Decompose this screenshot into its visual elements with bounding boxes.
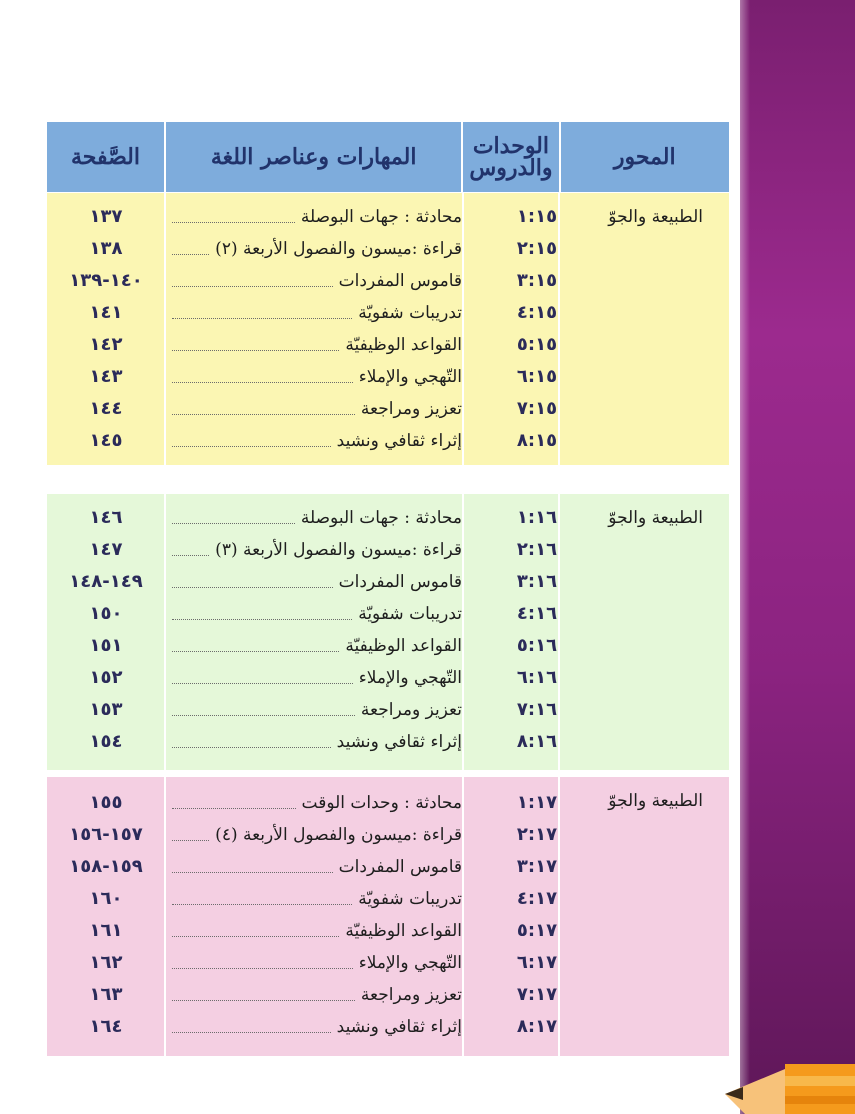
page-number: ١٥٠ <box>89 603 123 624</box>
table-row <box>47 534 729 566</box>
table-row <box>47 598 729 630</box>
table-row <box>47 819 729 851</box>
leader-dots <box>172 318 352 319</box>
page-number: ١٤٧ <box>89 539 123 560</box>
skill-title: تدريبات شفويّة <box>358 303 462 323</box>
unit-number: ١:١٧ <box>516 792 558 813</box>
skill-title: إثراء ثقافي ونشيد <box>336 1017 462 1037</box>
leader-dots <box>172 382 353 383</box>
unit-number: ٤:١٦ <box>516 603 558 624</box>
skill-title: قراءة :ميسون والفصول الأربعة (٢) <box>215 239 462 259</box>
skill-title: تدريبات شفويّة <box>358 604 462 624</box>
skill-entry <box>172 662 462 694</box>
skill-entry <box>172 329 462 361</box>
table-row <box>47 787 729 819</box>
page-number: ١٤٦ <box>89 507 123 528</box>
page-number: ١٤٢ <box>89 334 123 355</box>
unit-number: ٧:١٦ <box>516 699 558 720</box>
table-row <box>47 265 729 297</box>
skill-entry <box>172 787 462 819</box>
skill-entry <box>172 534 462 566</box>
skill-entry <box>172 915 462 947</box>
table-row <box>47 233 729 265</box>
skill-entry <box>172 566 462 598</box>
page-number: ١٥١ <box>89 635 123 656</box>
skill-title: تعزيز ومراجعة <box>360 985 462 1005</box>
unit-number: ٢:١٧ <box>516 824 558 845</box>
unit-number: ٤:١٥ <box>516 302 558 323</box>
skill-title: القواعد الوظيفيّة <box>345 335 462 355</box>
skill-title: قاموس المفردات <box>338 572 462 592</box>
skills-header: المهارات وعناصر اللغة <box>164 122 461 192</box>
page-number: ١٣٧ <box>89 206 123 227</box>
skill-title: تعزيز ومراجعة <box>360 399 462 419</box>
skill-title: القواعد الوظيفيّة <box>345 636 462 656</box>
page-number: ١٤٥ <box>89 430 123 451</box>
page-number: ١٥٩-١٥٨ <box>69 856 143 877</box>
unit-number: ٥:١٦ <box>516 635 558 656</box>
page-number: ١٥٢ <box>89 667 123 688</box>
skill-title: تعزيز ومراجعة <box>360 700 462 720</box>
page-number: ١٤٤ <box>89 398 123 419</box>
table-row <box>47 883 729 915</box>
leader-dots <box>172 1032 331 1033</box>
section-unit-15 <box>47 193 729 465</box>
unit-number: ٢:١٦ <box>516 539 558 560</box>
leader-dots <box>172 414 355 415</box>
skill-entry <box>172 233 462 265</box>
skill-entry <box>172 819 462 851</box>
table-row <box>47 329 729 361</box>
table-row <box>47 694 729 726</box>
skill-title: قاموس المفردات <box>338 857 462 877</box>
table-header <box>47 122 729 192</box>
skill-entry <box>172 630 462 662</box>
skill-title: قراءة :ميسون والفصول الأربعة (٤) <box>215 825 462 845</box>
page-number: ١٣٨ <box>89 238 123 259</box>
pencil-icon <box>725 1024 855 1114</box>
skill-entry <box>172 947 462 979</box>
leader-dots <box>172 446 331 447</box>
skill-entry <box>172 361 462 393</box>
page-number: ١٤٩-١٤٨ <box>69 571 143 592</box>
unit-number: ٧:١٧ <box>516 984 558 1005</box>
skill-entry <box>172 694 462 726</box>
page-number: ١٥٧-١٥٦ <box>69 824 143 845</box>
page-number: ١٥٣ <box>89 699 123 720</box>
unit-number: ٢:١٥ <box>516 238 558 259</box>
leader-dots <box>172 715 355 716</box>
skill-title: محادثة : وحدات الوقت <box>301 793 462 813</box>
unit-number: ٧:١٥ <box>516 398 558 419</box>
table-row <box>47 726 729 758</box>
skill-title: التّهجي والإملاء <box>358 668 462 688</box>
table-row <box>47 979 729 1011</box>
leader-dots <box>172 286 333 287</box>
leader-dots <box>172 350 339 351</box>
unit-number: ٦:١٥ <box>516 366 558 387</box>
skill-entry <box>172 979 462 1011</box>
unit-number: ٥:١٥ <box>516 334 558 355</box>
leader-dots <box>172 1000 355 1001</box>
table-row <box>47 662 729 694</box>
skill-title: إثراء ثقافي ونشيد <box>336 431 462 451</box>
page-number: ١٥٥ <box>89 792 123 813</box>
unit-number: ١:١٦ <box>516 507 558 528</box>
unit-number: ٦:١٦ <box>516 667 558 688</box>
section-unit-16 <box>47 494 729 770</box>
leader-dots <box>172 936 339 937</box>
leader-dots <box>172 872 333 873</box>
skill-entry <box>172 201 462 233</box>
table-row <box>47 201 729 233</box>
leader-dots <box>172 587 333 588</box>
leader-dots <box>172 747 331 748</box>
skill-title: التّهجي والإملاء <box>358 367 462 387</box>
axis-header: المحور <box>559 122 730 192</box>
table-row <box>47 1011 729 1043</box>
table-row <box>47 297 729 329</box>
table-row <box>47 393 729 425</box>
skill-entry <box>172 851 462 883</box>
table-row <box>47 425 729 457</box>
page-number: ١٦٢ <box>89 952 123 973</box>
page-number: ١٦٠ <box>89 888 123 909</box>
leader-dots <box>172 619 352 620</box>
skill-entry <box>172 297 462 329</box>
table-row <box>47 566 729 598</box>
skill-title: القواعد الوظيفيّة <box>345 921 462 941</box>
unit-number: ٨:١٦ <box>516 731 558 752</box>
unit-number: ٣:١٥ <box>516 270 558 291</box>
axis-label: الطبيعة والجوّ <box>608 791 703 811</box>
leader-dots <box>172 222 295 223</box>
skill-title: إثراء ثقافي ونشيد <box>336 732 462 752</box>
unit-number: ٣:١٦ <box>516 571 558 592</box>
skill-entry <box>172 502 462 534</box>
page-number: ١٦٣ <box>89 984 123 1005</box>
skill-entry <box>172 1011 462 1043</box>
axis-label: الطبيعة والجوّ <box>608 207 703 227</box>
leader-dots <box>172 904 352 905</box>
page-number: ١٤٣ <box>89 366 123 387</box>
table-row <box>47 630 729 662</box>
skill-entry <box>172 598 462 630</box>
page-header: الصَّفحة <box>70 144 140 170</box>
leader-dots <box>172 808 296 809</box>
axis-label: الطبيعة والجوّ <box>608 508 703 528</box>
page-number: ١٤١ <box>89 302 123 323</box>
leader-dots <box>172 254 209 255</box>
unit-number: ١:١٥ <box>516 206 558 227</box>
skill-title: قاموس المفردات <box>338 271 462 291</box>
table-row <box>47 915 729 947</box>
table-row <box>47 851 729 883</box>
unit-number: ٨:١٧ <box>516 1016 558 1037</box>
skill-entry <box>172 883 462 915</box>
table-row <box>47 502 729 534</box>
skill-entry <box>172 265 462 297</box>
unit-number: ٤:١٧ <box>516 888 558 909</box>
leader-dots <box>172 523 295 524</box>
unit-number: ٥:١٧ <box>516 920 558 941</box>
unit-number: ٨:١٥ <box>516 430 558 451</box>
skill-entry <box>172 425 462 457</box>
leader-dots <box>172 683 353 684</box>
unit-number: ٣:١٧ <box>516 856 558 877</box>
skill-entry <box>172 726 462 758</box>
page-number: ١٥٤ <box>89 731 123 752</box>
leader-dots <box>172 651 339 652</box>
skill-title: محادثة : جهات البوصلة <box>300 508 462 528</box>
section-unit-17 <box>47 777 729 1056</box>
skill-title: محادثة : جهات البوصلة <box>300 207 462 227</box>
unit-number: ٦:١٧ <box>516 952 558 973</box>
skill-title: تدريبات شفويّة <box>358 889 462 909</box>
page-number: ١٦٤ <box>89 1016 123 1037</box>
page-number: ١٤٠-١٣٩ <box>69 270 143 291</box>
skill-title: قراءة :ميسون والفصول الأربعة (٣) <box>215 540 462 560</box>
table-row <box>47 361 729 393</box>
page-number: ١٦١ <box>89 920 123 941</box>
leader-dots <box>172 968 353 969</box>
units-header: الوحدات والدروس <box>461 122 558 192</box>
skill-title: التّهجي والإملاء <box>358 953 462 973</box>
table-row <box>47 947 729 979</box>
leader-dots <box>172 840 209 841</box>
skill-entry <box>172 393 462 425</box>
book-spine <box>740 0 855 1114</box>
leader-dots <box>172 555 209 556</box>
